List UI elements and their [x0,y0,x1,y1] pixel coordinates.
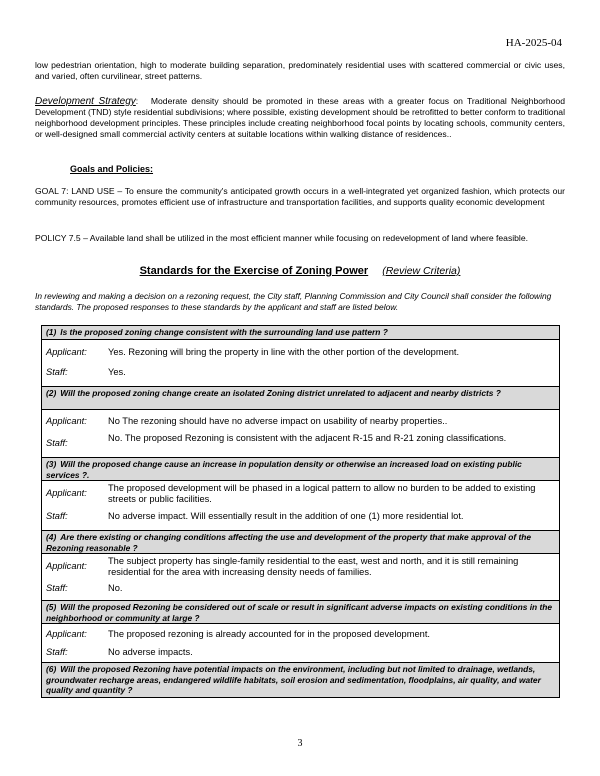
document-id: HA-2025-04 [505,37,562,49]
page-number: 3 [297,738,303,749]
standards-subtitle: (Review Criteria) [382,265,461,277]
staff-answer-2: Staff: No. The proposed Rezoning is consistent with the adjacent R-15 and R-21 zoning classifications. [46,433,507,448]
applicant-answer-2: Applicant: No The rezoning should have no adverse impact on usability of nearby properties.. [46,416,448,426]
question-1: (1) Is the proposed zoning change consistent with the surrounding land use pattern ? [42,326,559,340]
applicant-answer-1: Applicant: Yes. Rezoning will bring the property in line with the other portion of the development. [46,347,460,357]
applicant-answer-3: Applicant: The proposed development will be phased in a logical pattern to allow no burden to be added to existing streets or public facilities. [46,483,536,504]
intro-paragraph: low pedestrian orientation, high to moderate building separation, predominately residential uses with scattered commercial or civic uses, and varied, often curvilinear, street patterns. [35,60,565,81]
goal-7-paragraph: GOAL 7: LAND USE – To ensure the community's anticipated growth occurs in a well-integrated yet organized fashion, which protects our community resources, promotes efficient use of infrastructure and transportation facilities, and supports quality economic development [35,186,565,207]
policy-7-5-paragraph: POLICY 7.5 – Available land shall be utilized in the most efficient manner while focusing on redevelopment of land where feasible. [35,233,529,243]
question-2: (2) Will the proposed zoning change create an isolated Zoning district unrelated to adjacent and nearby districts ? [42,386,559,410]
standards-title: Standards for the Exercise of Zoning Power [139,265,369,277]
development-strategy-paragraph: Development Strategy: Moderate density should be promoted in these areas with a greater focus on Traditional Neighborhood Development (TND) style residential subdivisions; where possible, existing development should be retrofitted to better conform to traditional neighborhood development principles. These principles include creating neighborhood focal points by locating schools, community centers, or well-designed small commercial activity centers at suitable locations within walking distance of residences.. [35,96,565,139]
standards-heading [0,265,600,277]
question-3: (3) Will the proposed change cause an increase in population density or otherwise an increased load on existing public services ?. [42,457,559,481]
criteria-table [41,325,560,698]
staff-answer-4: Staff: No. [46,583,123,593]
question-6: (6) Will the proposed Rezoning have potential impacts on the environment, including but not limited to drainage, wetlands, groundwater recharge areas, endangered wildlife habitats, soil erosion and sedimentation, floodplains, air quality, and water quality and quantity ? [42,662,559,697]
development-strategy-text: Moderate density should be promoted in these areas with a greater focus on Traditional Neighborhood Development (TND) style residential subdivisions; where possible, existing development should be retrofitted to better conform to traditional neighborhood development principles. These principles include creating neighborhood focal points by locating schools, community centers, or well-designed small commercial activity centers at suitable locations within walking distance of residences.. [35,96,565,139]
question-5: (5) Will the proposed Rezoning be considered out of scale or result in significant adverse impacts on existing conditions in the neighborhood or community at large ? [42,600,559,624]
staff-answer-1: Staff: Yes. [46,367,126,377]
goals-heading: Goals and Policies: [70,164,154,174]
applicant-answer-5: Applicant: The proposed rezoning is already accounted for in the proposed development. [46,629,430,639]
applicant-answer-4: Applicant: The subject property has single-family residential to the east, west and north, and it is still remaining residential for the area with increasing density needs of families. [46,556,519,577]
staff-answer-3: Staff: No adverse impact. Will essentially result in the addition of one (1) more residential lot. [46,511,464,521]
standards-intro: In reviewing and making a decision on a rezoning request, the City staff, Planning Commission and City Council shall consider the following standards. The proposed responses to these standards by the applicant and staff are listed below. [35,291,552,312]
staff-answer-5: Staff: No adverse impacts. [46,647,193,657]
question-4: (4) Are there existing or changing conditions affecting the use and development of the property that make approval of the Rezoning reasonable ? [42,530,559,554]
development-strategy-label: Development Strategy [35,96,136,107]
